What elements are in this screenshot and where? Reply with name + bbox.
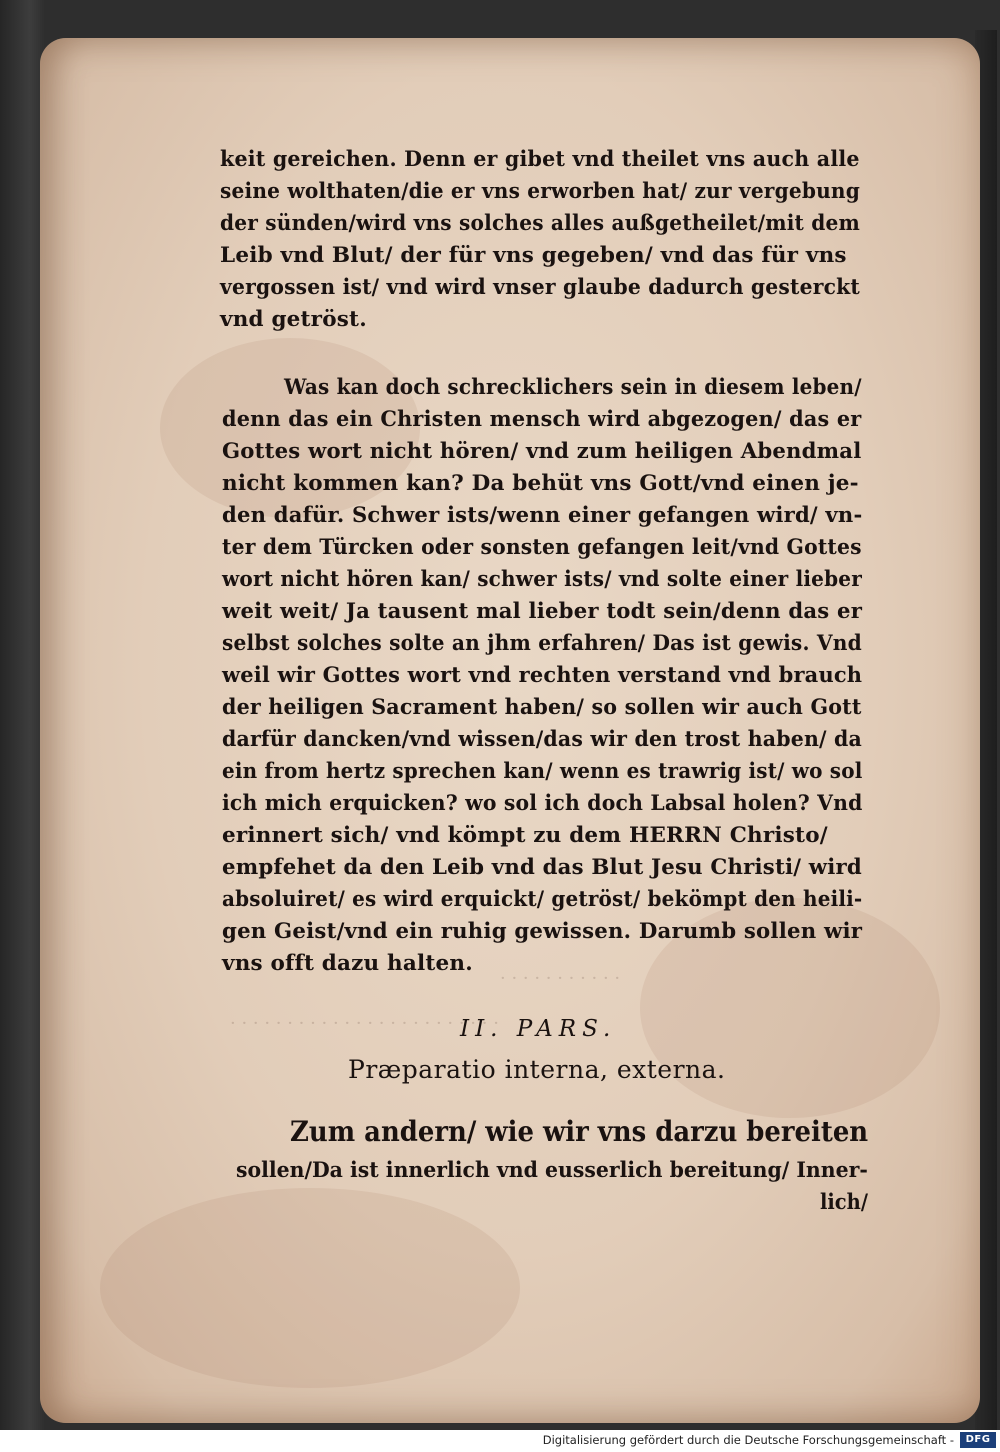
text-line: gen Geist/vnd ein ruhig gewissen. Darumb sollen wir <box>222 919 863 944</box>
text-line: Leib vnd Blut/ der für vns gegeben/ vnd das für vns <box>220 243 847 268</box>
text-line: den dafür. Schwer ists/wenn einer gefangen wird/ vn- <box>222 503 863 528</box>
text-line: keit gereichen. Denn er gibet vnd theilet vns auch alle <box>220 147 860 172</box>
text-line: empfehet da den Leib vnd das Blut Jesu Christi/ wird <box>222 855 862 880</box>
text-line: lich/ <box>820 1190 868 1215</box>
footer-credit: Digitalisierung gefördert durch die Deutsche Forschungsgemeinschaft - <box>542 1433 954 1447</box>
text-line: absoluiret/ es wird erquickt/ getröst/ bekömpt den heili- <box>222 887 863 912</box>
dfg-logo: DFG <box>960 1432 996 1448</box>
text-line: Zum andern/ wie wir vns darzu bereiten <box>290 1115 869 1148</box>
text-line: vnd getröst. <box>220 307 367 332</box>
text-line: denn das ein Christen mensch wird abgezogen/ das er <box>222 407 862 432</box>
text-line: erinnert sich/ vnd kömpt zu dem HERRN Christo/ <box>222 823 828 848</box>
section-label: II. PARS. <box>460 1016 617 1042</box>
text-line: sollen/Da ist innerlich vnd eusserlich bereitung/ Inner- <box>236 1158 868 1183</box>
text-line: vns offt dazu halten. <box>222 951 473 976</box>
bleed-through: · · · · · · · · · · · <box>500 968 621 989</box>
bleed-through: · · · · · · · · · · · · · · · · · · · · · · · · <box>230 1013 499 1034</box>
text-line: weil wir Gottes wort vnd rechten verstand vnd brauch <box>222 663 863 688</box>
text-line: ich mich erquicken? wo sol ich doch Labsal holen? Vnd <box>222 791 863 816</box>
text-line: darfür dancken/vnd wissen/das wir den trost haben/ da <box>222 727 862 752</box>
text-line: der heiligen Sacrament haben/ so sollen wir auch Gott <box>222 695 862 720</box>
paper-stain <box>100 1188 520 1388</box>
text-line: vergossen ist/ vnd wird vnser glaube dadurch gesterckt <box>220 275 860 300</box>
text-line: der sünden/wird vns solches alles außgetheilet/mit dem <box>220 211 860 236</box>
text-line: Gottes wort nicht hören/ vnd zum heiligen Abendmal <box>222 439 862 464</box>
text-line: wort nicht hören kan/ schwer ists/ vnd solte einer lieber <box>222 567 862 592</box>
text-line: nicht kommen kan? Da behüt vns Gott/vnd einen je- <box>222 471 859 496</box>
footer-bar <box>0 1430 1000 1452</box>
text-line: ter dem Türcken oder sonsten gefangen leit/vnd Gottes <box>222 535 862 560</box>
text-line: selbst solches solte an jhm erfahren/ Das ist gewis. Vnd <box>222 631 862 656</box>
text-line: weit weit/ Ja tausent mal lieber todt sein/denn das er <box>222 599 863 624</box>
text-line: ein from hertz sprechen kan/ wenn es trawrig ist/ wo sol <box>222 759 863 784</box>
section-subtitle: Præparatio interna, externa. <box>348 1055 726 1084</box>
text-line: Was kan doch schrecklichers sein in diesem leben/ <box>284 375 862 400</box>
text-line: seine wolthaten/die er vns erworben hat/ zur vergebung <box>220 179 861 204</box>
